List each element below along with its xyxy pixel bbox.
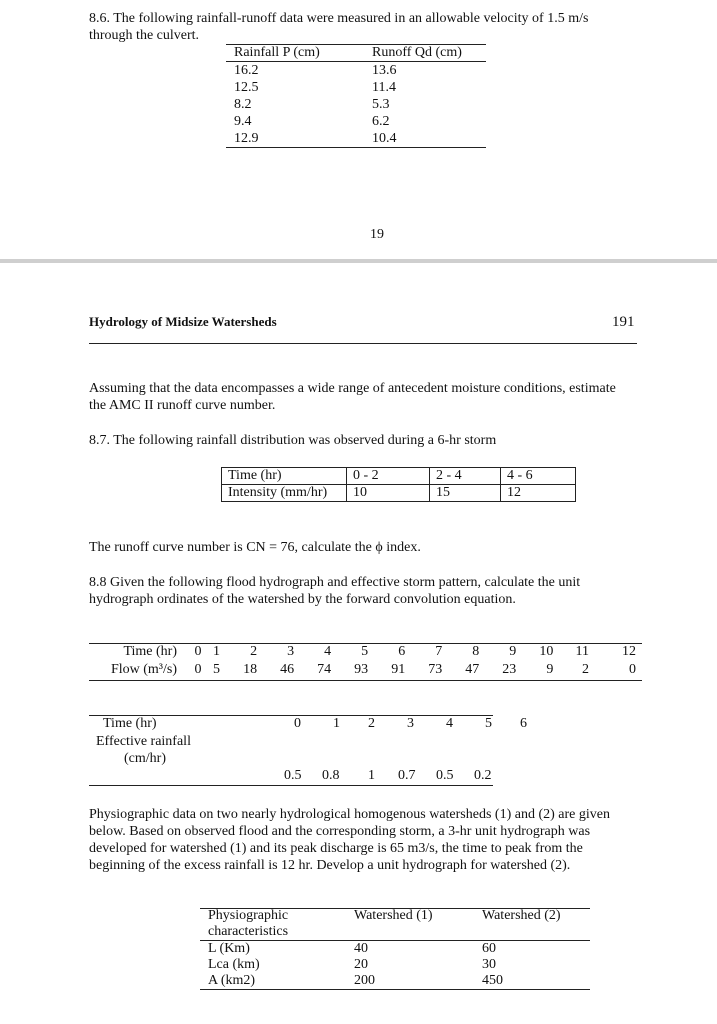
table-cell: 10.4	[372, 131, 397, 146]
hydrograph-bottom-rule	[89, 680, 642, 681]
table-row	[222, 468, 576, 485]
rainfall-value-cell: 0.5	[284, 768, 302, 783]
table-cell: 20	[354, 957, 368, 972]
table-row	[226, 130, 486, 148]
page-separator	[0, 259, 717, 263]
time-label: Time (hr)	[123, 644, 177, 659]
column-header: Watershed (1)	[354, 908, 433, 923]
rainfall-value-cell: 0.8	[322, 768, 340, 783]
physiographic-paragraph: Physiographic data on two nearly hydrological homogenous watersheds (1) and (2) are given below. Based on observed flood and the corresponding storm, a 3-hr unit hydrograph was developed for watershed (1) and its peak discharge is 65 m3/s, the time to peak from the beginning of the excess rainfall is 12 hr. Develop a unit hydrograph for watershed (2).	[89, 807, 610, 873]
time-cell: 7	[435, 644, 443, 659]
table-cell: 10	[347, 485, 430, 502]
table-cell: A (km2)	[208, 973, 256, 988]
table-row	[89, 661, 642, 679]
rainfall-value-cell: 0.5	[436, 768, 454, 783]
table-cell: 12	[501, 485, 576, 502]
flow-cell: 47	[465, 662, 480, 677]
column-header: Watershed (2)	[482, 908, 561, 923]
flow-cell: 9	[546, 662, 554, 677]
problem-8-7-text: 8.7. The following rainfall distribution was observed during a 6-hr storm	[89, 433, 497, 448]
table-cell: 4 - 6	[501, 468, 576, 485]
time-cell: 10	[539, 644, 554, 659]
flow-cell: 74	[317, 662, 332, 677]
rainfall-value-cell: 0.2	[474, 768, 492, 783]
time-cell: 11	[575, 644, 589, 659]
time-cell: 0	[194, 644, 202, 659]
flow-cell: 91	[391, 662, 406, 677]
header-rule	[89, 343, 637, 344]
amc-paragraph: Assuming that the data encompasses a wide range of antecedent moisture conditions, estimate the AMC II runoff curve number.	[89, 381, 616, 413]
time-cell: 4	[324, 644, 332, 659]
time-cell: 3	[287, 644, 295, 659]
running-header-page-number: 191	[612, 314, 635, 330]
rainfall-value-cell: 0.7	[398, 768, 416, 783]
rainfall-value-cell: 1	[368, 768, 375, 783]
table-cell: 40	[354, 941, 368, 956]
rainfall-time-cell: 4	[446, 716, 453, 731]
flow-cell: 2	[581, 662, 589, 677]
table-cell: 6.2	[372, 114, 390, 129]
table-cell: Lca (km)	[208, 957, 260, 972]
time-cell: 12	[622, 644, 636, 659]
time-cell: 2	[250, 644, 258, 659]
rainfall-bottom-rule	[89, 785, 493, 786]
table-cell: 12.9	[234, 131, 259, 146]
intensity-table	[221, 467, 576, 502]
table-cell: 60	[482, 941, 496, 956]
table-cell: 0 - 2	[347, 468, 430, 485]
column-header: Runoff Qd (cm)	[372, 45, 462, 60]
rainfall-time-cell: 5	[485, 716, 492, 731]
table-cell: 200	[354, 973, 375, 988]
problem-8-8-text: 8.8 Given the following flood hydrograph and effective storm pattern, calculate the unit hydrograph ordinates of the watershed by the forward convolution equation.	[89, 575, 581, 607]
rainfall-time-cell: 1	[333, 716, 340, 731]
flow-cell: 0	[629, 662, 636, 677]
flow-cell: 73	[428, 662, 443, 677]
table-row	[89, 643, 642, 661]
table-cell: 12.5	[234, 80, 259, 95]
time-cell: 1	[213, 644, 221, 659]
problem-8-6-text: 8.6. The following rainfall-runoff data were measured in an allowable velocity of 1.5 m/s through the culvert.	[89, 11, 589, 43]
table-header-row	[226, 44, 486, 62]
table-row	[200, 973, 590, 990]
running-header-title: Hydrology of Midsize Watersheds	[89, 314, 277, 329]
table-cell: 450	[482, 973, 503, 988]
time-cell: 5	[361, 644, 369, 659]
table-cell: Time (hr)	[222, 468, 347, 485]
table-row	[226, 79, 486, 96]
table-row	[200, 957, 590, 973]
flow-cell: 93	[354, 662, 369, 677]
table-cell: 16.2	[234, 63, 259, 78]
curve-number-text: The runoff curve number is CN = 76, calculate the ϕ index.	[89, 540, 421, 555]
flow-cell: 5	[213, 662, 221, 677]
column-header: Rainfall P (cm)	[234, 45, 320, 60]
rainfall-time-cell: 0	[294, 716, 301, 731]
table-row	[226, 96, 486, 113]
rainfall-time-cell: 2	[368, 716, 375, 731]
flow-cell: 46	[280, 662, 295, 677]
table-cell: 13.6	[372, 63, 397, 78]
table-cell: 11.4	[372, 80, 396, 95]
flood-hydrograph-table	[89, 643, 642, 679]
flow-cell: 0	[194, 662, 202, 677]
flow-cell: 18	[243, 662, 258, 677]
table-cell: 15	[430, 485, 501, 502]
rainfall-label-line2: (cm/hr)	[124, 751, 166, 766]
table-cell: 9.4	[234, 114, 252, 129]
page-number-bottom: 19	[370, 227, 384, 242]
time-cell: 8	[472, 644, 480, 659]
flow-cell: 23	[502, 662, 517, 677]
table-row	[222, 485, 576, 502]
time-cell: 9	[509, 644, 517, 659]
table-row	[226, 113, 486, 130]
rainfall-time-cell: 6	[520, 716, 527, 731]
table-cell: 8.2	[234, 97, 252, 112]
rainfall-time-cell: 3	[407, 716, 414, 731]
rainfall-label-line1: Effective rainfall	[96, 734, 191, 749]
rainfall-time-label: Time (hr)	[103, 716, 157, 731]
rainfall-runoff-table	[226, 44, 486, 148]
table-cell: Intensity (mm/hr)	[222, 485, 347, 502]
table-cell: 5.3	[372, 97, 390, 112]
table-row	[200, 941, 590, 958]
table-cell: L (Km)	[208, 941, 250, 956]
time-cell: 6	[398, 644, 406, 659]
table-row	[226, 62, 486, 80]
column-header: Physiographic characteristics	[208, 908, 289, 939]
flow-label: Flow (m³/s)	[110, 662, 177, 677]
physiographic-table	[200, 908, 590, 990]
table-header-row	[200, 908, 590, 941]
table-cell: 30	[482, 957, 496, 972]
table-cell: 2 - 4	[430, 468, 501, 485]
